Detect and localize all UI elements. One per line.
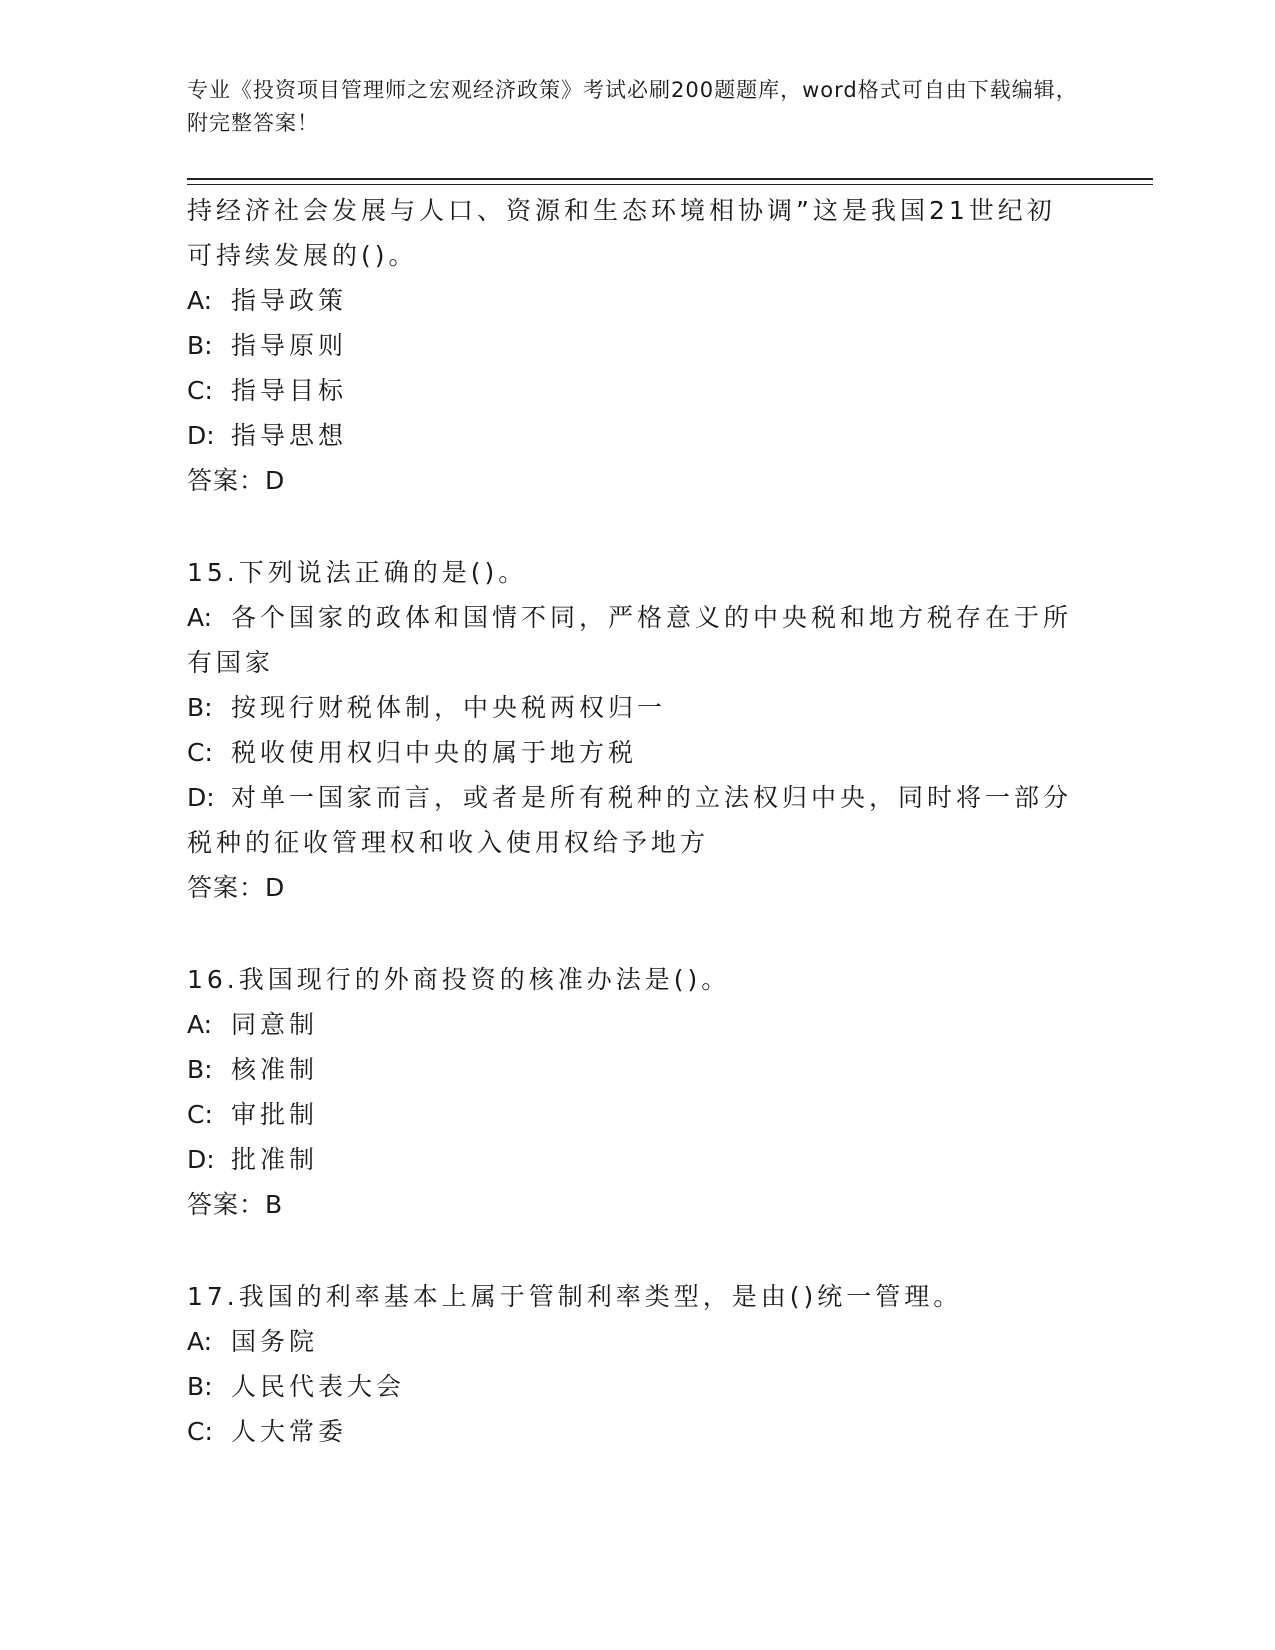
option-text: 税收使用权归中央的属于地方税 xyxy=(231,738,638,767)
page-header-title: 专业《投资项目管理师之宏观经济政策》考试必刷200题题库，word格式可自由下载编辑，附完整答案！ xyxy=(187,78,1078,135)
option-a xyxy=(187,1002,1087,1047)
option-c xyxy=(187,1409,1087,1454)
option-d xyxy=(187,1137,1087,1182)
answer-line: 答案：D xyxy=(187,873,286,902)
question-stem: 15.下列说法正确的是()。 xyxy=(187,558,528,587)
question-stem: 17.我国的利率基本上属于管制利率类型，是由()统一管理。 xyxy=(187,1282,963,1311)
option-key: B: xyxy=(187,1055,213,1084)
option-b xyxy=(187,1364,1087,1409)
option-b xyxy=(187,685,1087,730)
option-key: C: xyxy=(187,1417,213,1446)
question-block xyxy=(187,188,1087,503)
option-key: D: xyxy=(187,783,215,812)
option-text: 审批制 xyxy=(231,1100,319,1129)
option-text: 指导政策 xyxy=(231,286,348,315)
option-key: C: xyxy=(187,1100,213,1129)
option-c xyxy=(187,1092,1087,1137)
option-key: A: xyxy=(187,286,213,315)
option-text: 核准制 xyxy=(231,1055,319,1084)
question-block xyxy=(187,1274,1087,1454)
option-key: C: xyxy=(187,376,213,405)
option-text: 指导目标 xyxy=(231,376,348,405)
header-rule-thin xyxy=(187,184,1153,185)
question-stem: 可持续发展的()。 xyxy=(187,241,418,270)
option-key: A: xyxy=(187,1010,213,1039)
option-text: 批准制 xyxy=(231,1145,319,1174)
option-a-continued: 有国家 xyxy=(187,648,275,677)
option-c xyxy=(187,368,1087,413)
option-text: 对单一国家而言，或者是所有税种的立法权归中央，同时将一部分 xyxy=(231,783,1073,812)
question-block xyxy=(187,957,1087,1227)
answer-line: 答案：D xyxy=(187,466,286,495)
option-text: 指导思想 xyxy=(231,421,348,450)
option-key: B: xyxy=(187,693,213,722)
question-stem: 16.我国现行的外商投资的核准办法是()。 xyxy=(187,965,731,994)
option-key: B: xyxy=(187,1372,213,1401)
option-a xyxy=(187,1319,1087,1364)
answer-line: 答案：B xyxy=(187,1190,284,1219)
option-a xyxy=(187,595,1087,640)
option-key: D: xyxy=(187,421,215,450)
option-text: 国务院 xyxy=(231,1327,319,1356)
header-rule-thick xyxy=(187,178,1153,180)
option-text: 按现行财税体制，中央税两权归一 xyxy=(231,693,667,722)
option-d xyxy=(187,775,1087,820)
option-key: A: xyxy=(187,603,213,632)
question-list xyxy=(187,188,1087,1454)
option-d-continued: 税种的征收管理权和收入使用权给予地方 xyxy=(187,828,710,857)
option-text: 同意制 xyxy=(231,1010,319,1039)
option-key: C: xyxy=(187,738,213,767)
option-key: B: xyxy=(187,331,213,360)
option-text: 各个国家的政体和国情不同，严格意义的中央税和地方税存在于所 xyxy=(231,603,1073,632)
option-b xyxy=(187,323,1087,368)
question-block xyxy=(187,550,1087,910)
option-key: D: xyxy=(187,1145,215,1174)
option-text: 人大常委 xyxy=(231,1417,348,1446)
option-key: A: xyxy=(187,1327,213,1356)
option-d xyxy=(187,413,1087,458)
option-b xyxy=(187,1047,1087,1092)
option-text: 人民代表大会 xyxy=(231,1372,406,1401)
question-stem: 持经济社会发展与人口、资源和生态环境相协调”这是我国21世纪初 xyxy=(187,196,1056,225)
option-c xyxy=(187,730,1087,775)
option-text: 指导原则 xyxy=(231,331,348,360)
option-a xyxy=(187,278,1087,323)
